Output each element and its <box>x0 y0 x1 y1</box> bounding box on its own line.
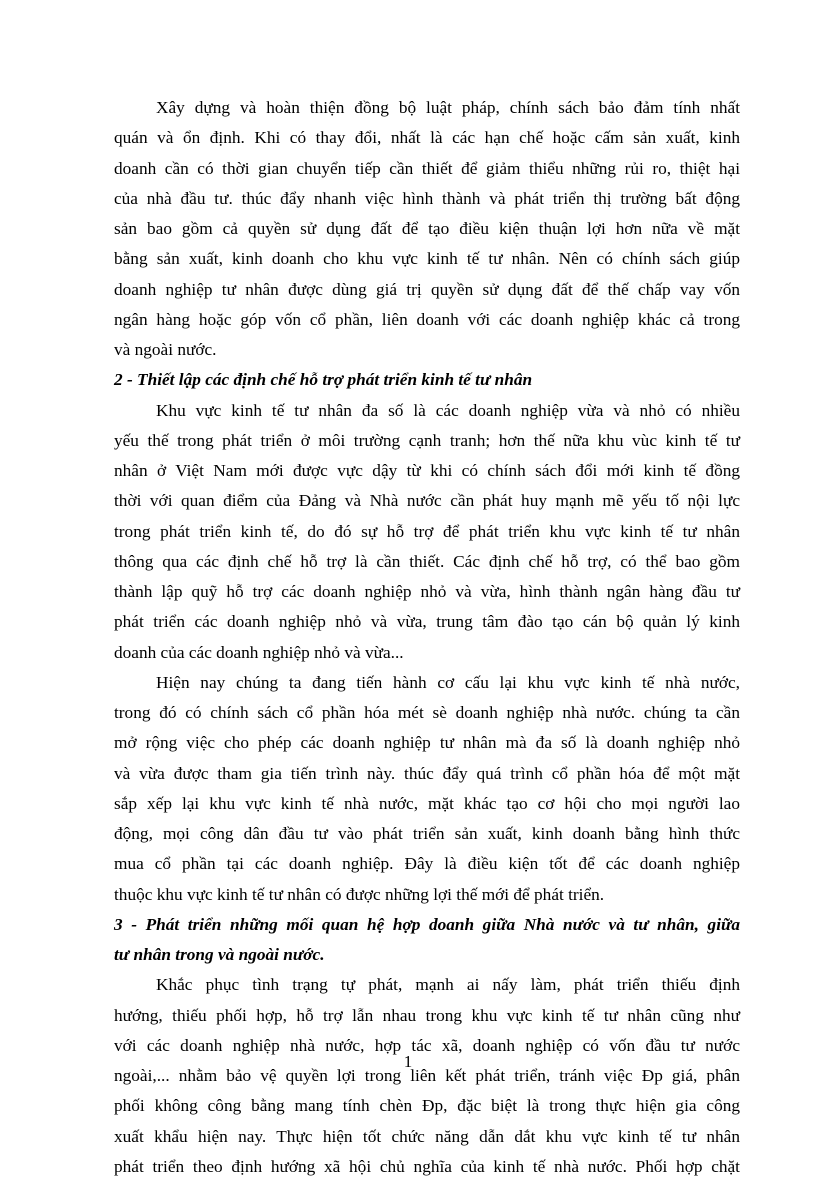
text-line: doanh của các doanh nghiệp nhỏ và vừa... <box>114 642 404 662</box>
paragraph-support-institutions <box>114 396 740 668</box>
text-line: yếu thế trong phát triển ở môi trường cạnh tranh; hơn thế nữa khu vùc kinh tế tư <box>114 430 740 450</box>
text-line: và ngoài nước. <box>114 340 217 359</box>
text-line: trong phát triển kinh tế, do đó sự hỗ trợ để phát triển khu vực kinh tế tư nhân <box>114 521 740 541</box>
text-line: Khu vực kinh tế tư nhân đa số là các doanh nghiệp vừa và nhỏ có nhiều <box>156 400 740 420</box>
paragraph-cooperation <box>114 970 740 1182</box>
text-line: sản bao gồm cả quyền sử dụng đất để tạo điều kiện thuận lợi hơn nữa về mặt <box>114 219 740 238</box>
text-line: của nhà đầu tư. thúc đẩy nhanh việc hình thành và phát triển thị trường bất động <box>114 188 740 208</box>
text-line: phát triển theo định hướng xã hội chủ nghĩa của kinh tế nhà nước. Phối hợp chặt <box>114 1156 740 1176</box>
text-line: Hiện nay chúng ta đang tiến hành cơ cấu lại khu vực kinh tế nhà nước, <box>156 672 740 692</box>
text-line: thời với quan điểm của Đảng và Nhà nước cần phát huy mạnh mẽ yếu tố nội lực <box>114 491 740 511</box>
heading-line: tư nhân trong và ngoài nước. <box>114 945 325 964</box>
text-line: thông qua các định chế hỗ trợ là cần thiết. Các định chế hỗ trợ, có thể bao gồm <box>114 551 740 571</box>
text-line: phối không công bằng mang tính chèn Đp, đặc biệt là trong thực hiện gia công <box>114 1096 740 1116</box>
text-line: thành lập quỹ hỗ trợ các doanh nghiệp nhỏ và vừa, hình thành ngân hàng đầu tư <box>114 582 740 601</box>
text-line: doanh nghiệp tư nhân được dùng giá trị quyền sử dụng đất để thế chấp vay vốn <box>114 279 740 299</box>
text-line: ngoài,... nhằm bảo vệ quyền lợi trong liên kết phát triển, tránh việc Đp giá, phân <box>114 1066 740 1085</box>
paragraph-equitization <box>114 668 740 910</box>
text-line: ngân hàng hoặc góp vốn cổ phần, liên doanh với các doanh nghiệp khác cả trong <box>114 309 740 329</box>
text-line: sắp xếp lại khu vực kinh tế nhà nước, mặt khác tạo cơ hội cho mọi người lao <box>114 793 740 813</box>
text-line: phát triển các doanh nghiệp nhỏ và vừa, trung tâm đào tạo cán bộ quản lý kinh <box>114 612 740 632</box>
page-number: 1 <box>403 1052 413 1071</box>
text-line: xuất khẩu hiện nay. Thực hiện tốt chức năng dẫn dắt khu vực kinh tế tư nhân <box>114 1126 740 1146</box>
section-heading-2: 2 - Thiết lập các định chế hỗ trợ phát triển kinh tế tư nhân <box>114 370 533 390</box>
text-line: trong đó có chính sách cổ phần hóa mét sè doanh nghiệp nhà nước. chúng ta cần <box>114 703 740 722</box>
section-heading-3 <box>114 910 740 971</box>
text-line: quán và ổn định. Khi có thay đổi, nhất là các hạn chế hoặc cấm sản xuất, kinh <box>114 128 740 148</box>
paragraph-legal-policy <box>114 93 740 365</box>
text-line: mua cổ phần tại các doanh nghiệp. Đây là điều kiện tốt để các doanh nghiệp <box>114 854 740 874</box>
heading-line: 3 - Phát triển những mối quan hệ hợp doanh giữa Nhà nước và tư nhân, giữa <box>114 914 740 934</box>
document-body <box>114 93 740 1182</box>
text-line: nhân ở Việt Nam mới được vực dậy từ khi có chính sách đổi mới kinh tế đồng <box>114 461 740 480</box>
text-line: mở rộng việc cho phép các doanh nghiệp tư nhân mà đa số là doanh nghiệp nhỏ <box>114 733 740 753</box>
text-line: động, mọi công dân đầu tư vào phát triển sản xuất, kinh doanh bằng hình thức <box>114 824 740 843</box>
text-line: Xây dựng và hoàn thiện đồng bộ luật pháp, chính sách bảo đảm tính nhất <box>156 98 740 117</box>
text-line: Khắc phục tình trạng tự phát, mạnh ai nấy làm, phát triển thiếu định <box>156 975 740 995</box>
text-line: và vừa được tham gia tiến trình này. thúc đẩy quá trình cổ phần hóa để một mặt <box>114 763 740 783</box>
text-line: với các doanh nghiệp nhà nước, hợp tác xã, doanh nghiệp có vốn đầu tư nước <box>114 1035 740 1055</box>
text-line: bằng sản xuất, kinh doanh cho khu vực kinh tế tư nhân. Nên có chính sách giúp <box>114 249 740 269</box>
text-line: doanh cần có thời gian chuyển tiếp cần thiết để giảm thiểu những rủi ro, thiệt hại <box>114 158 740 178</box>
text-line: hướng, thiếu phối hợp, hỗ trợ lẫn nhau trong khu vực kinh tế tư nhân cũng như <box>114 1005 740 1025</box>
text-line: thuộc khu vực kinh tế tư nhân có được những lợi thế mới để phát triển. <box>114 884 605 904</box>
